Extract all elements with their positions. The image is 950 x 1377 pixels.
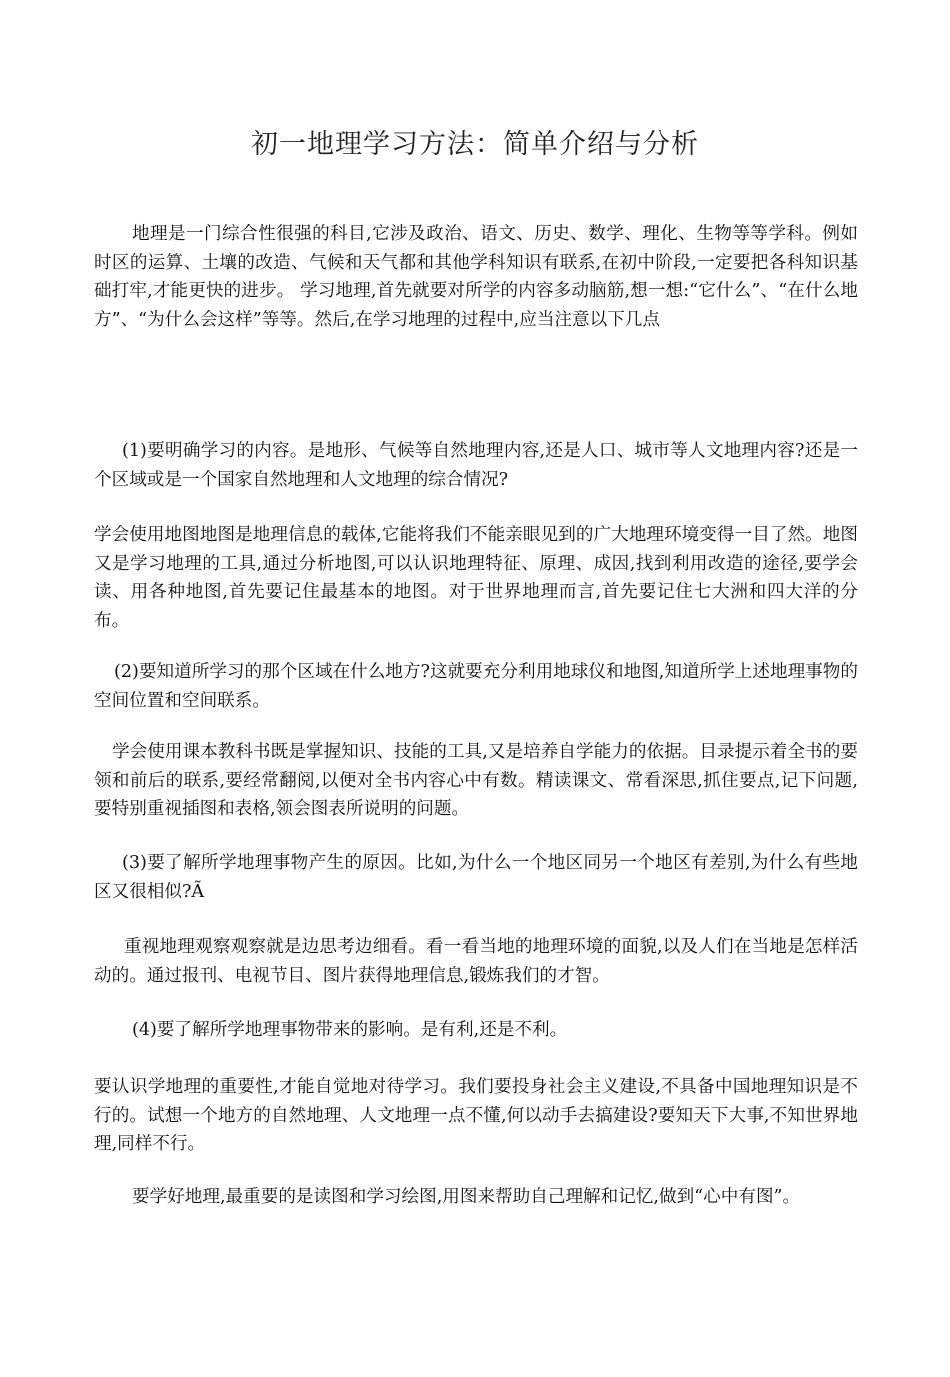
page-title: 初一地理学习方法：简单介绍与分析: [251, 129, 699, 160]
paragraph-use-maps: 学会使用地图地图是地理信息的载体,它能将我们不能亲眼见到的广大地理环境变得一目了然。地图又是学习地理的工具,通过分析地图,可以认识地理特征、原理、成因,找到利用改造的途径,要学会读、用各种地图,首先要记住最基本的地图。对于世界地理而言,首先要记住七大洲和四大洋的分布。: [94, 525, 858, 631]
paragraph-point-1: (1)要明确学习的内容。是地形、气候等自然地理内容,还是人口、城市等人文地理内容?还是一个区域或是一个国家自然地理和人文地理的综合情况?: [94, 441, 858, 490]
paragraph-point-3: (3)要了解所学地理事物产生的原因。比如,为什么一个地区同另一个地区有差别,为什么有些地区又很相似?Ã: [94, 853, 858, 902]
paragraph-reading-maps: 要学好地理,最重要的是读图和学习绘图,用图来帮助自己理解和记忆,做到“心中有图”。: [132, 1187, 801, 1207]
paragraph-point-2: (2)要知道所学习的那个区域在什么地方?这就要充分利用地球仪和地图,知道所学上述地理事物的空间位置和空间联系。: [94, 662, 858, 711]
paragraph-point-4: (4)要了解所学地理事物带来的影响。是有利,还是不利。: [132, 1020, 568, 1040]
paragraph-use-textbook: 学会使用课本教科书既是掌握知识、技能的工具,又是培养自学能力的依据。目录提示着全书的要领和前后的联系,要经常翻阅,以便对全书内容心中有数。精读课文、常看深思,抓住要点,记下问题,要特别重视插图和表格,领会图表所说明的问题。: [94, 742, 858, 819]
paragraph-importance: 要认识学地理的重要性,才能自觉地对待学习。我们要投身社会主义建设,不具备中国地理知识是不行的。试想一个地方的自然地理、人文地理一点不懂,何以动手去搞建设?要知天下大事,不知世界地理,同样不行。: [94, 1077, 858, 1154]
paragraph-intro: 地理是一门综合性很强的科目,它涉及政治、语文、历史、数学、理化、生物等等学科。例如时区的运算、土壤的改造、气候和天气都和其他学科知识有联系,在初中阶段,一定要把各科知识基础打牢,才能更快的进步。 学习地理,首先就要对所学的内容多动脑筋,想一想:“它什么”、“在什么地方”、“为什么会这样”等等。然后,在学习地理的过程中,应当注意以下几点: [94, 224, 858, 330]
paragraph-observation: 重视地理观察观察就是边思考边细看。看一看当地的地理环境的面貌,以及人们在当地是怎样活动的。通过报刊、电视节目、图片获得地理信息,锻炼我们的才智。: [94, 937, 858, 986]
